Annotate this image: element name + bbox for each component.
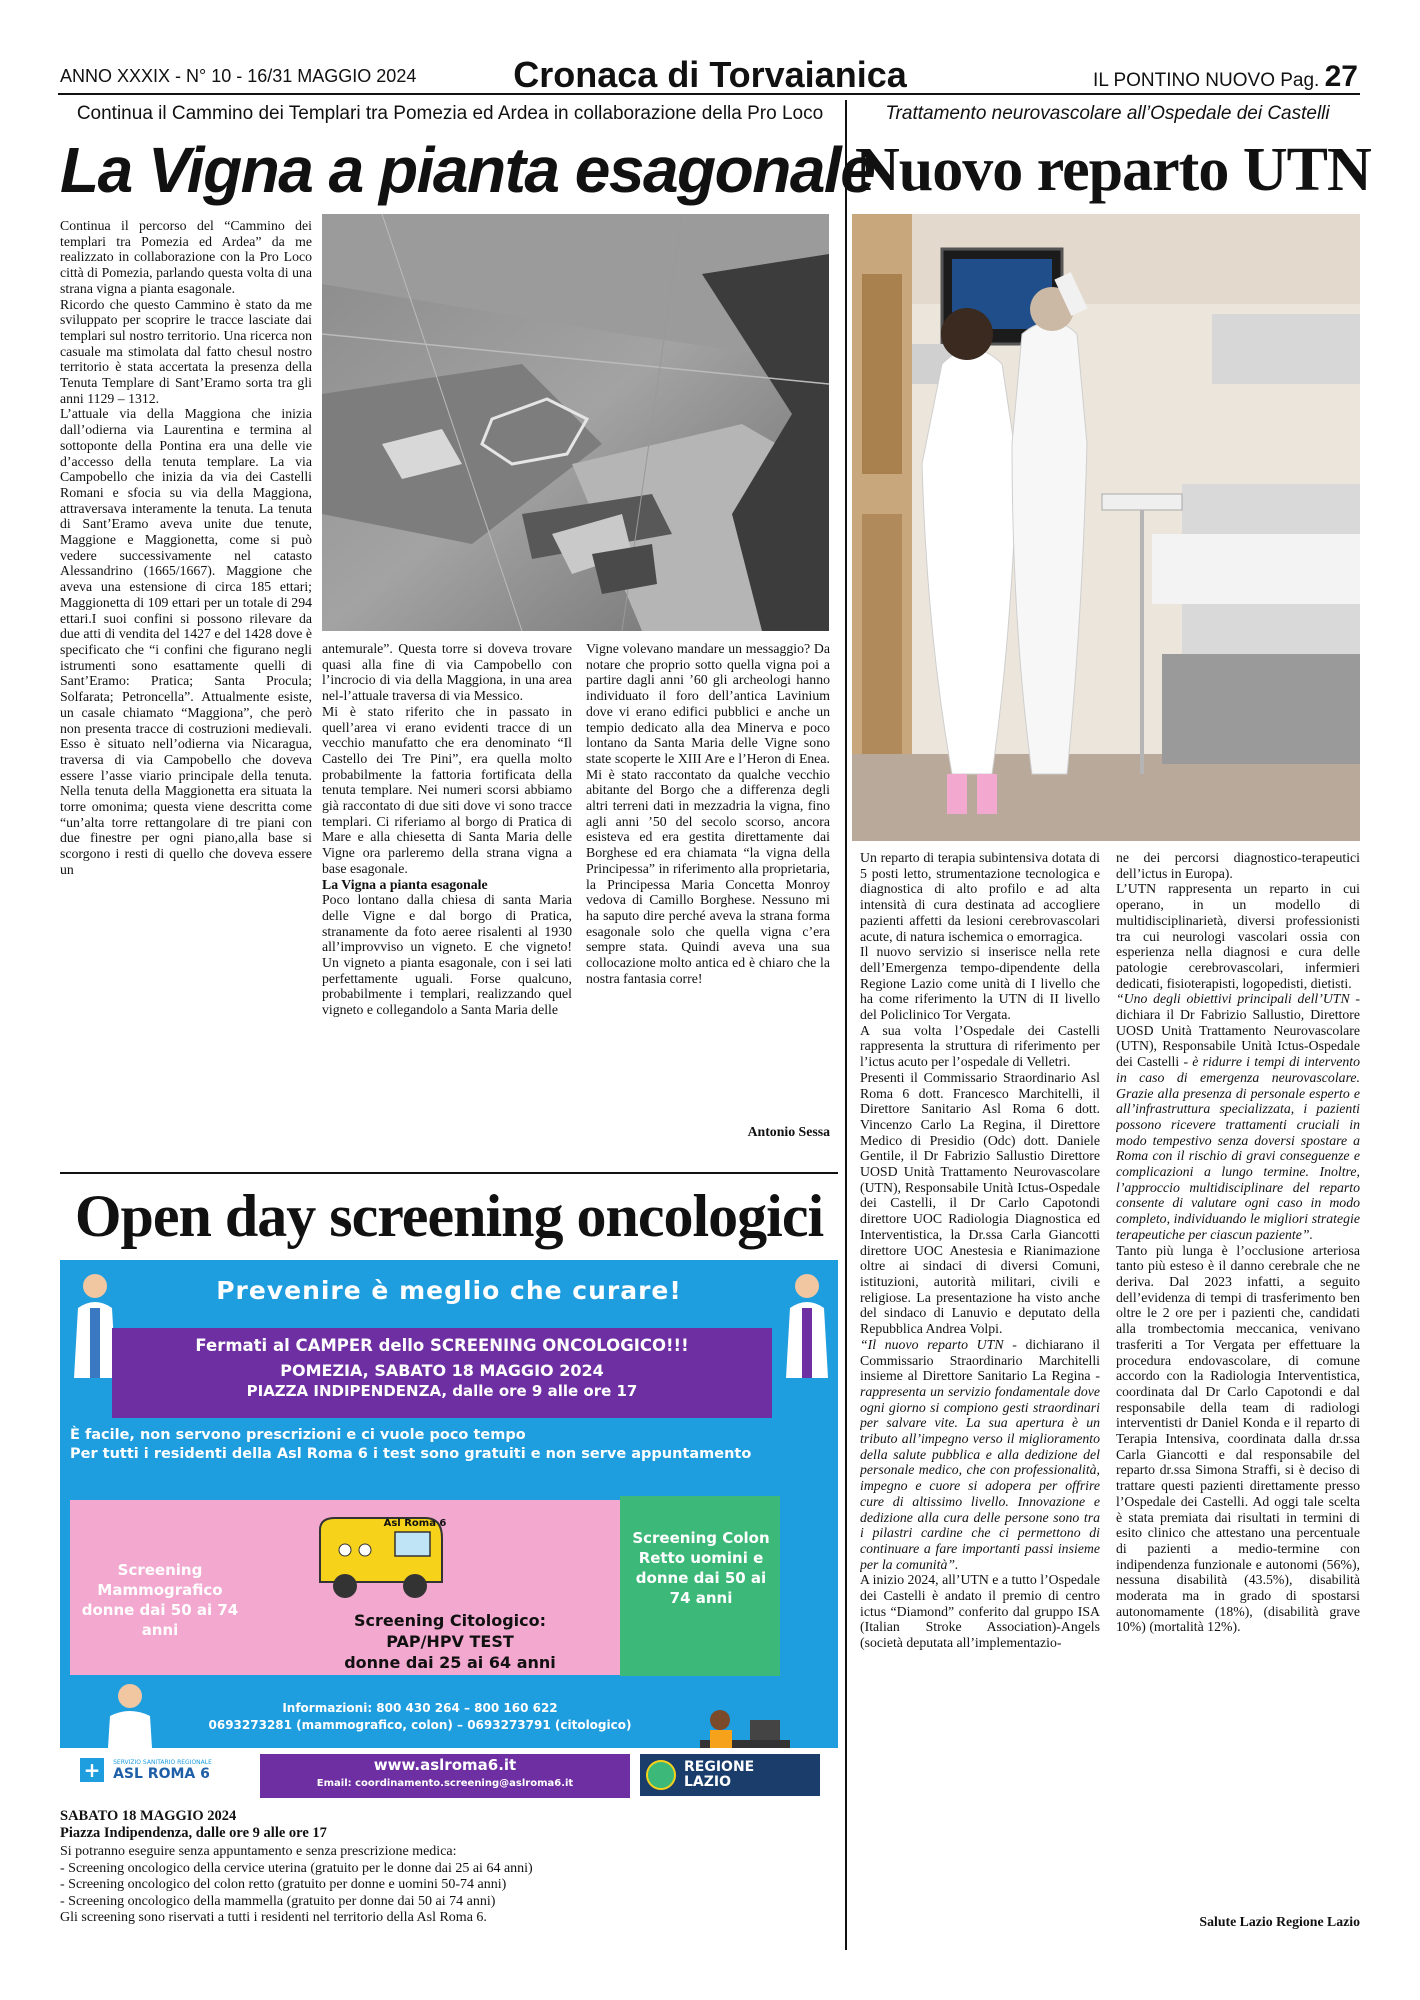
footer-info <box>60 1844 840 1927</box>
poster-email: Email: coordinamento.screening@aslroma6.it <box>316 1778 574 1789</box>
paragraph: Mi è stato riferito che in passato in quell’area vi erano evidenti tracce di un vecchio manufatto che era denominato “Il Castello dei Tre Pini”, era quella molto probabilmente la fattoria fortificata della tenuta templare. Nei numeri scorsi abbiamo già raccontato di due siti dove vi sono tracce templari. Ci riferiamo al borgo di Pratica di Mare e alla chiesetta di Santa Maria delle Vigne ora parleremo della strana vigna a base esagonale. <box>322 703 572 876</box>
open-day-rule <box>60 1172 838 1174</box>
column-separator <box>845 100 847 1950</box>
left-kicker: Continua il Cammino dei Templari tra Pomezia ed Ardea in collaborazione della Pro Loco <box>76 103 824 124</box>
right-article-col1 <box>860 850 1100 1940</box>
footer-line: - Screening oncologico della cervice uterina (gratuito per le donne dai 25 ai 64 anni) <box>60 1860 533 1876</box>
poster-info-line: È facile, non servono prescrizioni e ci vuole poco tempo <box>70 1427 526 1443</box>
quote-open: “Il nuovo reparto UTN <box>860 1336 1004 1352</box>
footer-date <box>60 1808 327 1842</box>
quote-paragraph <box>860 1337 1100 1573</box>
region-logo <box>640 1754 820 1796</box>
paragraph: L’UTN rappresenta un reparto in cui operano, in un modello di multidisciplinarietà, diversi professionisti tra cui neurologi vascolari ossia con esperienza nella diagnosi e cura delle patologie cerebrovascolari, infermieri dedicati, fisioterapisti, logopedisti, dietisti. <box>1116 881 1360 991</box>
quote-attribution: - dichiara il Dr Fabrizio Sallustio, Direttore UOSD Unità Trattamento Neurovascolare (UTN), Responsabile Unità Ictus-Ospedale dei Castelli - <box>1116 991 1360 1070</box>
page-number: 27 <box>1324 60 1358 93</box>
paragraph: Presenti il Commissario Straordinario Asl Roma 6 dott. Francesco Marchitelli, il Direttore Sanitario Asl Roma 6 dott. Vincenzo Carlo La Regina, il Direttore Medico di Presidio (Odc) dott. Daniele Gentile, il Dr Fabrizio Sallustio Direttore UOSD Unità Trattamento Neurovascolare (UTN), Responsabile Unità Ictus-Ospedale dei Castelli, il Dr Carlo Capotondi direttore UOC Radiologia Diagnostica ed Interventistica, la Dr.ssa Carla Giancotti direttore UOC Anestesia e Rianimazione oltre ai sindaci di diversi Comuni, istituzioni, autorità militari, civili e religiose. La presentazione ha visto anche del sindaco di Lanuvio e deputato della Repubblica Andrea Volpi. <box>860 1069 1100 1337</box>
left-headline: La Vigna a pianta esagonale <box>60 134 875 206</box>
paragraph: Continua il percorso del “Cammino dei templari tra Pomezia ed Ardea” da me realizzato in collaborazione con la Pro Loco città di Pomezia, parlando questa volta di una strana vigna a pianta esagonale. <box>60 218 312 296</box>
quote-paragraph <box>1116 991 1360 1242</box>
asl-name: ASL ROMA 6 <box>113 1765 210 1782</box>
paragraph: Poco lontano dalla chiesa di santa Maria delle Vigne e dal borgo di Pratica, stranamente da foto aeree risalenti al 1930 all’improvviso un vigneto. E che vigneto! Un vigneto a pianta esagonale, con i sei lati perfettamente uguali. Forse qualcuno, probabilmente i templari, realizzando quel vigneto e collegandolo a Santa Maria delle <box>322 892 572 1018</box>
paper-page <box>1093 60 1358 94</box>
camper-label: Asl Roma 6 <box>383 1518 447 1529</box>
cito-age: donne dai 25 ai 64 anni <box>344 1653 556 1672</box>
poster-website: www.aslroma6.it <box>373 1756 517 1774</box>
right-kicker: Trattamento neurovascolare all’Ospedale dei Castelli <box>885 103 1330 124</box>
paragraph: Un reparto di terapia subintensiva dotata di 5 posti letto, strumentazione tecnologica e diagnostica di alto profilo e ad alta intensità di cura destinata ad accogliere pazienti affetti da lesioni cerebrovascolari acute, di natura ischemica o emorragica. <box>860 850 1100 944</box>
paragraph: Ricordo che questo Cammino è stato da me sviluppato per scoprire le tracce lasciate dai templari sul nostro territorio. Una ricerca non casuale ma stimolata dal fatto chesul nostro territorio è stata accertata la presenza della Tenuta Templare di Sant’Eramo sorta tra gli anni 1129 – 1312. <box>60 296 312 406</box>
section-title: Cronaca di Torvaianica <box>513 54 907 95</box>
paragraph: Vigne volevano mandare un messaggio? Da notare che proprio sotto quella vigna poi a partire dagli anni ’60 gli archeologi hanno individuato il foro dell’antica Lavinium dove vi erano edifici pubblici e anche un tempio dedicato alla dea Minerva e poco lontano da Santa Maria delle Vigne sono state scoperte le XIII Are e l’Heron di Enea. Mi è stato raccontato da qualche vecchio abitante del Borgo che a differenza degli altri terreni dati in mezzadria la vigna, fino agli anni ’50 del secolo scorso, ancora esisteva ed era gestita direttamente dai Borghese ed era chiamata “la vigna della Principessa” in riferimento alla proprietaria, la Principessa Maria Concetta Monroy vedova di Camillo Borghese. Nessuno mi ha saputo dire perché aveva la strana forma esagonale solo che quella vigna c’era sempre stata. Quindi aveva una sua collocazione molto antica ed è chiaro che la nostra fantasia corre! <box>586 641 830 986</box>
cito-test: PAP/HPV TEST <box>386 1632 514 1651</box>
screening-poster <box>60 1260 838 1800</box>
footer-line: Gli screening sono riservati a tutti i residenti nel territorio della Asl Roma 6. <box>60 1910 487 1925</box>
poster-phones: Informazioni: 800 430 264 – 800 160 622 <box>282 1701 558 1715</box>
footer-line: Si potranno eseguire senza appuntamento e senza prescrizione medica: <box>60 1844 457 1859</box>
open-day-headline: Open day screening oncologici <box>74 1183 824 1249</box>
hospital-photo <box>852 214 1360 841</box>
footer-place: Piazza Indipendenza, dalle ore 9 alle ore 17 <box>60 1825 327 1841</box>
footer-line: - Screening oncologico della mammella (gratuito per donne dai 50 ai 74 anni) <box>60 1893 496 1909</box>
paragraph: antemurale”. Questa torre si doveva trovare quasi alla fine di via Campobello con l’incrocio di via della Maggiona, in una area nel-l’attuale traversa di via Messico. <box>322 641 572 704</box>
asl-logo <box>80 1758 212 1782</box>
region-name: REGIONE LAZIO <box>684 1759 755 1790</box>
right-article-col2 <box>1116 850 1360 1912</box>
left-author: Antonio Sessa <box>747 1124 830 1139</box>
poster-contacts <box>160 1700 680 1734</box>
quote-attribution: - dichiarano il Commissario Straordinario Marchitelli insieme al Direttore Sanitario La Regina - <box>860 1336 1100 1384</box>
mammo-screening: Screening Mammografico donne dai 50 ai 74 anni <box>81 1561 239 1639</box>
paragraph: A inizio 2024, all’UTN e a tutto l’Ospedale dei Castelli è andato il premio di centro ictus “Diamond” conferito dal gruppo ISA (Italian Stroke Association)-Angels (società deputata all’implementazio- <box>860 1572 1100 1651</box>
quote-open: “Uno degli obiettivi principali dell’UTN <box>1116 991 1350 1007</box>
paper-name: IL PONTINO NUOVO Pag. <box>1093 70 1320 91</box>
issue-info: ANNO XXXIX - N° 10 - 16/31 MAGGIO 2024 <box>60 66 417 86</box>
cito-screening <box>250 1610 650 1673</box>
right-headline: Nuovo reparto UTN <box>855 136 1371 204</box>
right-author: Salute Lazio Regione Lazio <box>1199 1914 1360 1929</box>
poster-camper-line: Fermati al CAMPER dello SCREENING ONCOLOGICO!!! <box>195 1336 689 1355</box>
cross-icon: + <box>80 1758 104 1782</box>
aerial-photo <box>322 214 829 631</box>
footer-line: - Screening oncologico del colon retto (gratuito per donne e uomini 50-74 anni) <box>60 1877 507 1892</box>
poster-place: PIAZZA INDIPENDENZA, dalle ore 9 alle ore 17 <box>246 1382 638 1400</box>
paragraph: Il nuovo servizio si inserisce nella rete dell’Emergenza tempo-dipendente della Regione Lazio come unità di I livello che ha come riferimento la UTN di II livello del Policlinico Tor Vergata. <box>860 944 1100 1023</box>
doctor-icon <box>782 1268 832 1388</box>
paragraph: ne dei percorsi diagnostico-terapeutici dell’ictus in Europa). <box>1116 850 1360 881</box>
quote-text: rappresenta un servizio fondamentale dove ogni giorno si compiono gesti straordinari per salvare vite. La sua apertura è un tributo all’impegno verso il miglioramento della salute pubblica e alla dedizione del personale medico, che con professionalità, impegno e cuore si adopera per offrire cure di altissimo livello. Innovazione e dedizione alla cura delle persone sono tra i pilastri cardine che ci permettono di continuare a fare importanti passi insieme per la comunità”. <box>860 1383 1100 1572</box>
region-emblem-icon <box>646 1760 676 1790</box>
poster-info <box>70 1426 790 1464</box>
paragraph: L’attuale via della Maggiona che inizia dall’odierna via Laurentina e termina al sottoponte della Pontina era una delle vie d’accesso della tenuta templare. La via Campobello che inizia da via dei Castelli Romani e sfocia su via della Maggiona, attraversava interamente la tenuta. La tenuta di Sant’Eramo aveva unite due tenute, Maggione e Maggionetta, come si può vedere successivamente nel catasto Alessandrino (1665/1667). Maggione che aveva una estensione di circa 185 ettari; Maggionetta di 109 ettari per un totale di 294 ettari.I suoi confini si possono rilevare da due atti di vendita del 1427 e del 1428 dove è specificato che “i confini che figurano negli istrumenti sono esattamente quelli di Sant’Eramo: Pratica; Santa Procula; Solfarata; Petroncella”. Attualmente esiste, un casale chiamato “Maggiona”, che però non presenta tracce di costruzioni medievali. Esso è situato nell’odierna via Nicaragua, traversa di via Campobello che doveva essere l’asse viario principale della tenuta. Nella tenuta della Maggionetta era situata la torre omonima; questa viene descritta come “un’alta torre rettangolare di tre piani con due finestre per ogni piano,alla base si scorgono i resti di quello che doveva essere un <box>60 406 312 877</box>
paragraph: A sua volta l’Ospedale dei Castelli rappresenta la struttura di riferimento per l’ictus acuto per l’ospedale di Velletri. <box>860 1022 1100 1070</box>
poster-info-line: Per tutti i residenti della Asl Roma 6 i test sono gratuiti e non serve appuntamento <box>70 1446 752 1462</box>
subheading: La Vigna a pianta esagonale <box>322 876 488 892</box>
poster-purple-band <box>112 1328 772 1418</box>
poster-phones-2: 0693273281 (mammografico, colon) – 0693273791 (citologico) <box>208 1718 632 1732</box>
left-article-col3 <box>586 641 830 1121</box>
colon-screening: Screening Colon Retto uomini e donne dai 50 ai 74 anni <box>632 1529 770 1607</box>
cito-title: Screening Citologico: <box>353 1611 547 1630</box>
quote-text: è ridurre i tempi di intervento in caso di emergenza neurovascolare. Grazie alla presenza di personale esperto e all’infrastruttura specializzata, i pazienti possono ricevere trattamenti cruciali in modo tempestivo senza doversi spostare a Roma con il rischio di gravi conseguenze e complicazioni a lungo termine. Inoltre, l’approccio multidisciplinare del reparto consente di valutare ogni caso in modo completo, individuando le migliori strategie terapeutiche per ciascun paziente”. <box>1116 1054 1360 1242</box>
asl-subtitle: SERVIZIO SANITARIO REGIONALE <box>113 1758 212 1766</box>
header-rule <box>58 93 1360 95</box>
left-article-col2 <box>322 641 572 1160</box>
footer-date-line: SABATO 18 MAGGIO 2024 <box>60 1808 237 1824</box>
left-article-col1 <box>60 218 312 1160</box>
poster-headline: Prevenire è meglio che curare! <box>216 1276 682 1305</box>
poster-date: POMEZIA, SABATO 18 MAGGIO 2024 <box>280 1361 604 1380</box>
paragraph: Tanto più lunga è l’occlusione arteriosa tanto più esteso è il danno cerebrale che ne deriva. Dal 2023 infatti, a seguito dell’evidenza di tempi di trasferimento ben oltre le 2 ore per i pazienti che, candidati alla trombectomia meccanica, venivano trasferiti a Tor Vergata per effettuare la procedura endovascolare, di comune accordo con la Radiologia Interventistica, coordinata dal Dr Carlo Capotondi e dal responsabile della team di radiologi interventisti dr Daniel Konda e il reparto di Terapia Intensiva, coordinata dalla dr.ssa Carla Giancotti e dal responsabile del reparto dr.ssa Simona Straffi, si è deciso di trattare questi pazienti direttamente presso l’Ospedale dei Castelli. Ad oggi tale scelta è stata premiata dai risultati in termini di esito clinico che attestano una percentuale di pazienti a medio-termine con indipendenza funzionale e autonomi (56%), nessuna disabilità (43.5%), disabilità moderata ma in grado di spostarsi autonomamente (18%), (disabilità grave 10%) (mortalità 12%). <box>1116 1242 1360 1635</box>
